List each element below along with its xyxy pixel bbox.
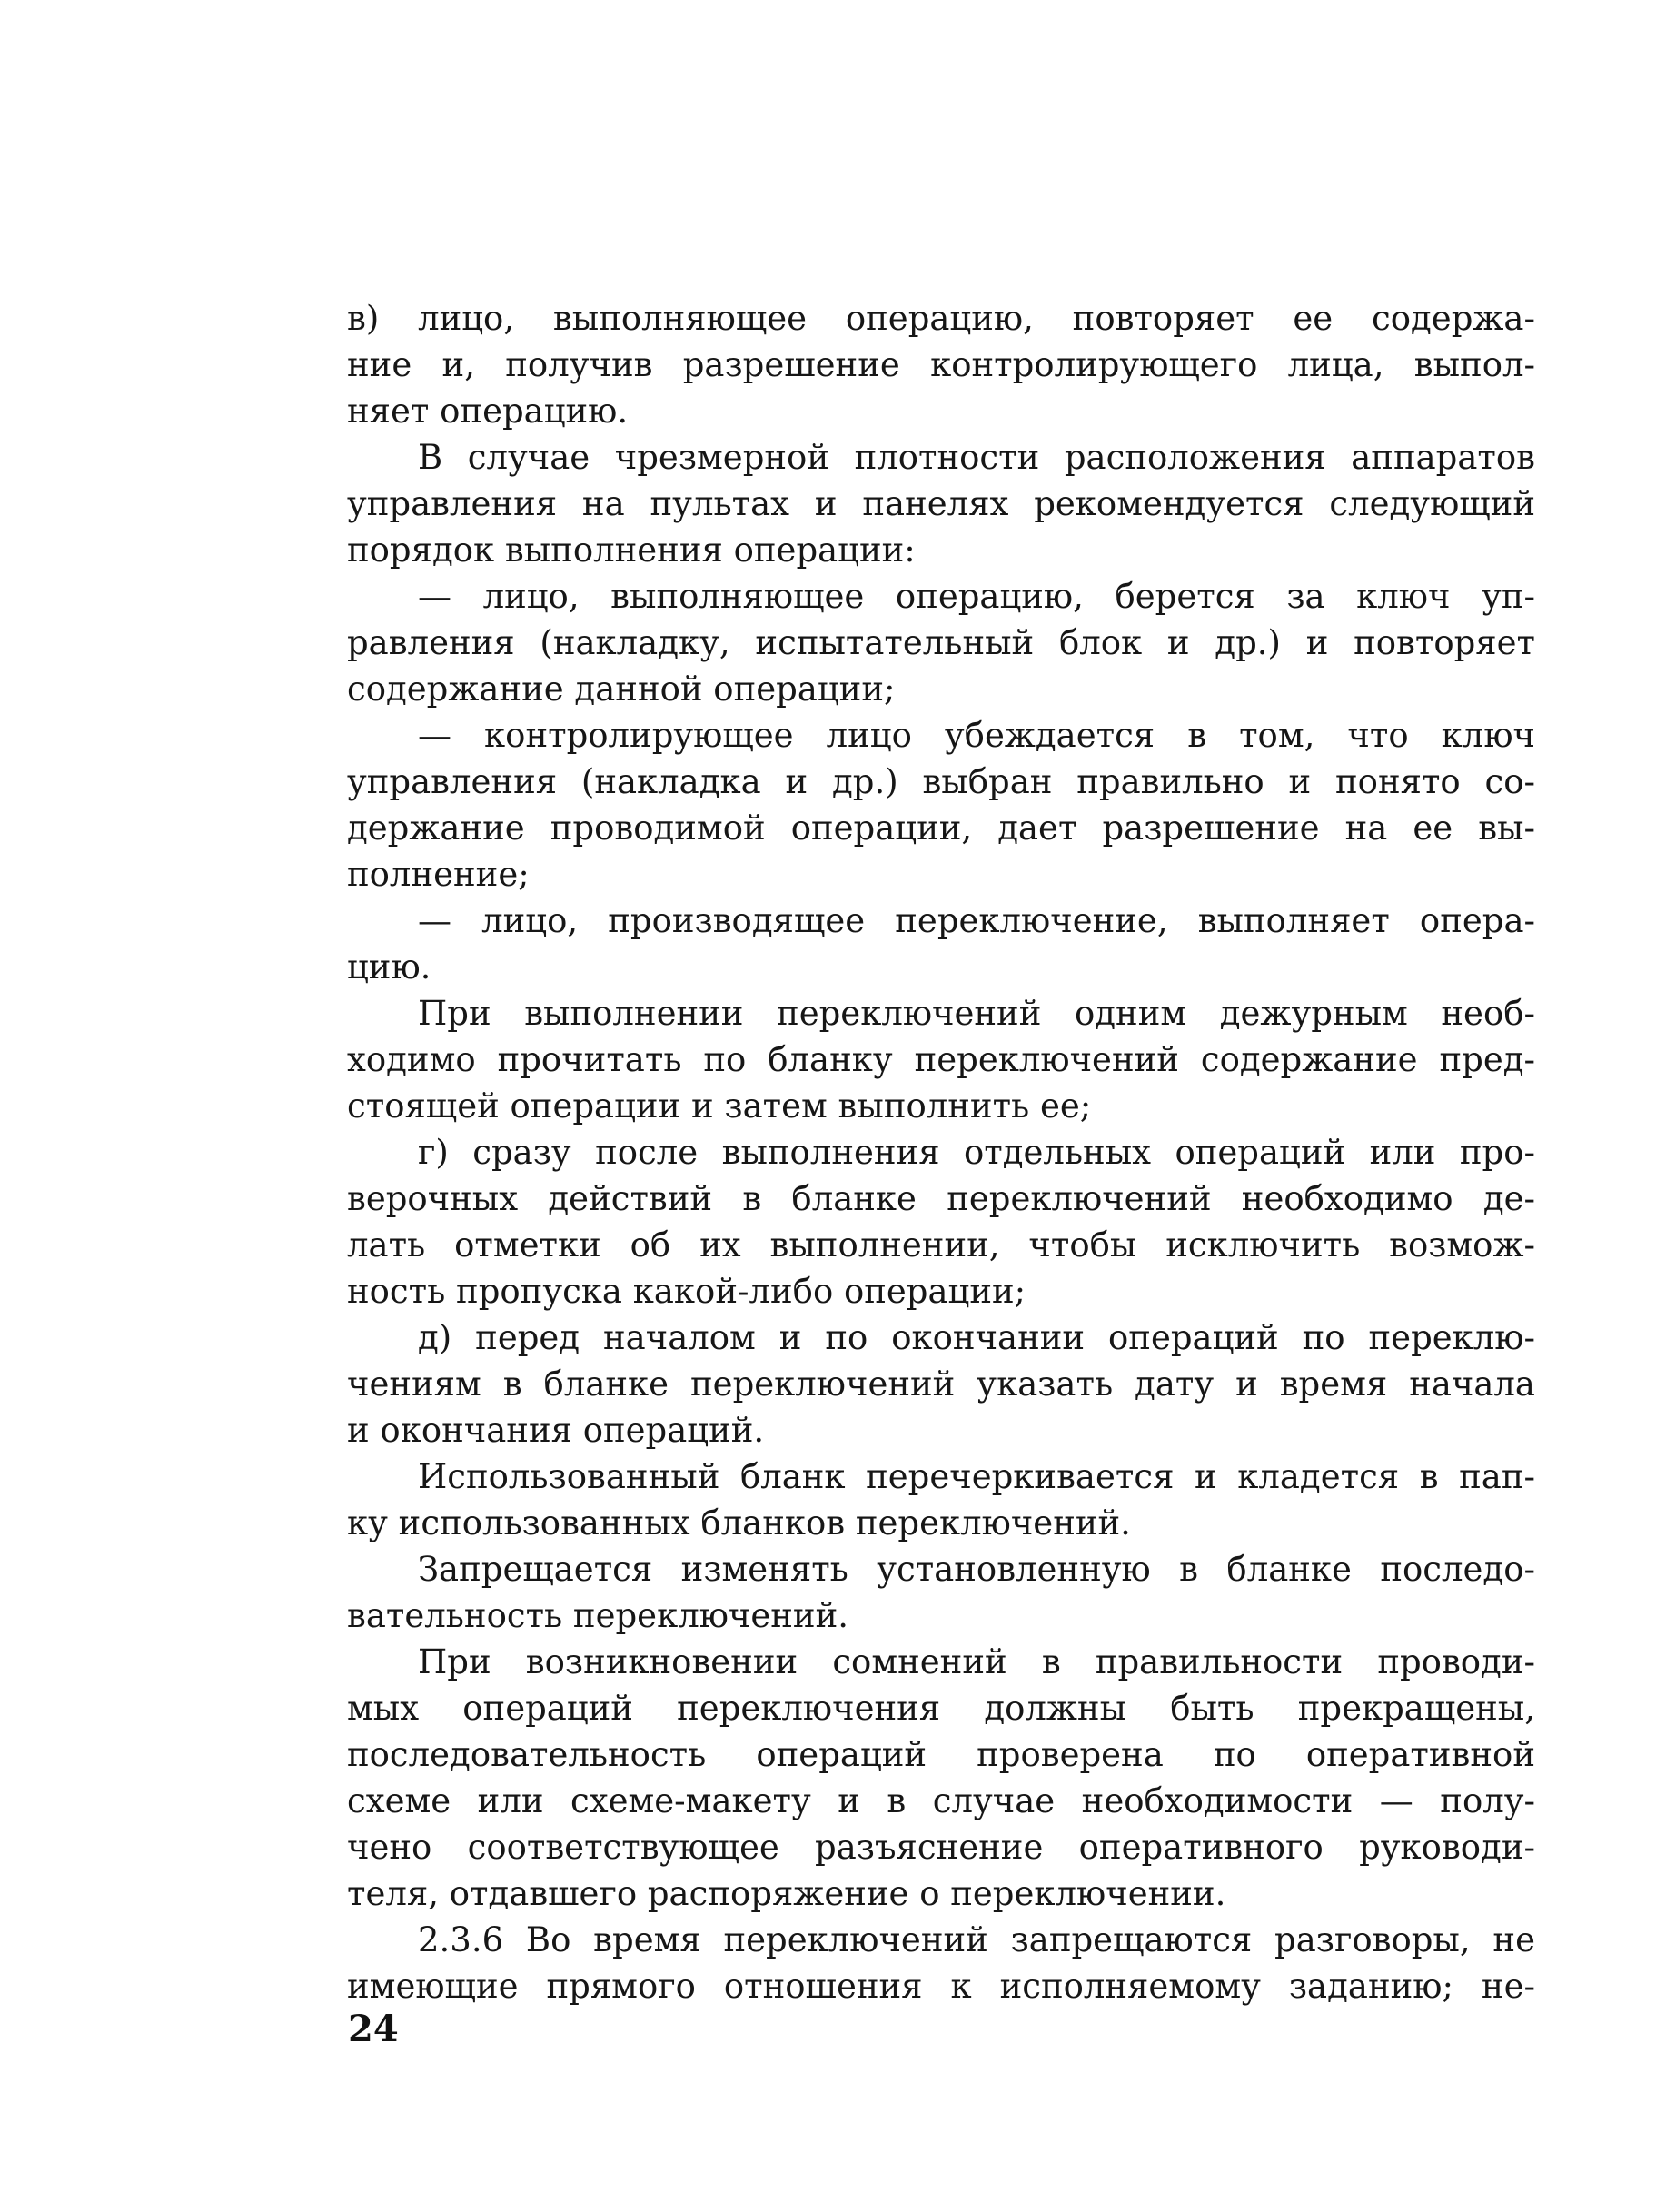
paragraph: [347, 990, 1535, 1129]
text-line: в) лицо, выполняющее операцию, повторяет ее содержа-: [347, 299, 1535, 338]
text-line: При выполнении переключений одним дежурным необ-: [418, 994, 1535, 1033]
text-line: ходимо прочитать по бланку переключений содержание пред-: [347, 1040, 1535, 1079]
text-line: мых операций переключения должны быть прекращены,: [347, 1689, 1535, 1728]
paragraph: [347, 295, 1535, 434]
paragraph: [347, 1314, 1535, 1453]
text-line: При возникновении сомнений в правильности проводи-: [418, 1642, 1535, 1681]
text-line: д) перед началом и по окончании операций по переклю-: [418, 1318, 1535, 1357]
text-line: вательность переключений.: [347, 1596, 849, 1635]
text-line: — контролирующее лицо убеждается в том, что ключ: [418, 716, 1535, 755]
text-line: Использованный бланк перечеркивается и кладется в пап-: [418, 1457, 1535, 1496]
list-item-dash: [347, 898, 1535, 990]
text-line: В случае чрезмерной плотности расположения аппаратов: [418, 438, 1535, 477]
text-line: верочных действий в бланке переключений необходимо де-: [347, 1179, 1535, 1218]
text-line: цию.: [347, 947, 431, 987]
text-line: управления (накладка и др.) выбран правильно и понято со-: [347, 762, 1535, 801]
text-line: г) сразу после выполнения отдельных операций или про-: [418, 1133, 1535, 1172]
text-line: чениям в бланке переключений указать дату и время начала: [347, 1364, 1535, 1404]
paragraph: [347, 1917, 1535, 2009]
text-line: схеме или схеме-макету и в случае необходимости — полу-: [347, 1781, 1535, 1820]
text-line: ность пропуска какой-либо операции;: [347, 1272, 1026, 1311]
page-number: 24: [348, 2008, 399, 2050]
page-body: [347, 295, 1535, 2009]
paragraph: [347, 1639, 1535, 1917]
text-line: Запрещается изменять установленную в бланке последо-: [418, 1550, 1535, 1589]
paragraph: [347, 1546, 1535, 1639]
text-line: лать отметки об их выполнении, чтобы исключить возмож-: [347, 1225, 1535, 1265]
text-line: порядок выполнения операции:: [347, 531, 916, 570]
text-line: теля, отдавшего распоряжение о переключении.: [347, 1874, 1226, 1913]
text-line: стоящей операции и затем выполнить ее;: [347, 1086, 1092, 1126]
paragraph: [347, 1129, 1535, 1314]
list-item-dash: [347, 712, 1535, 898]
text-line: содержание данной операции;: [347, 670, 896, 709]
text-line: полнение;: [347, 855, 530, 894]
text-line: — лицо, производящее переключение, выполняет опера-: [418, 901, 1535, 940]
text-line: имеющие прямого отношения к исполняемому заданию; не-: [347, 1967, 1535, 2006]
text-line: ние и, получив разрешение контролирующего лица, выпол-: [347, 345, 1535, 384]
text-line: и окончания операций.: [347, 1411, 765, 1450]
text-line: держание проводимой операции, дает разрешение на ее вы-: [347, 808, 1535, 848]
text-line: управления на пультах и панелях рекомендуется следующий: [347, 484, 1535, 523]
text-line: 2.3.6 Во время переключений запрещаются разговоры, не: [418, 1920, 1535, 1959]
list-item-dash: [347, 573, 1535, 712]
text-line: няет операцию.: [347, 392, 629, 431]
text-line: ку использованных бланков переключений.: [347, 1503, 1131, 1542]
text-line: равления (накладку, испытательный блок и др.) и повторяет: [347, 623, 1535, 662]
text-line: — лицо, выполняющее операцию, берется за ключ уп-: [418, 577, 1535, 616]
text-line: последовательность операций проверена по оперативной: [347, 1735, 1535, 1774]
paragraph: [347, 434, 1535, 573]
paragraph: [347, 1453, 1535, 1546]
text-line: чено соответствующее разъяснение оперативного руководи-: [347, 1828, 1535, 1867]
